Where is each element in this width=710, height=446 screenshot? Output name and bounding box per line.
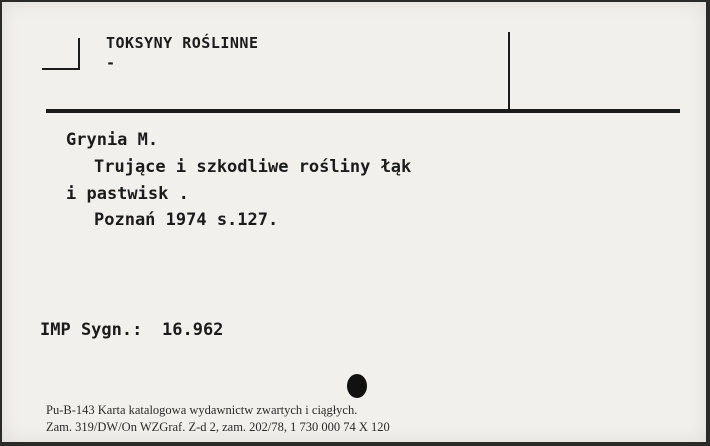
corner-mark-vertical [78, 38, 80, 70]
call-number: 16.962 [162, 320, 224, 340]
catalog-card [2, 2, 706, 442]
call-number-label: IMP Sygn.: [40, 320, 143, 340]
imprint: Poznań 1974 s.127. [94, 210, 279, 230]
subheading-mark: - [106, 54, 116, 72]
footer-line-2: Zam. 319/DW/On WZGraf. Z-d 2, zam. 202/78, 1 730 000 74 X 120 [46, 420, 390, 434]
title-line-1: Trujące i szkodliwe rośliny łąk [94, 157, 412, 177]
header-rule [46, 109, 680, 113]
author: Grynia M. [66, 130, 159, 150]
corner-mark-horizontal [42, 68, 80, 70]
column-divider [508, 32, 510, 110]
footer-line-1: Pu-B-143 Karta katalogowa wydawnictw zwartych i ciągłych. [46, 403, 358, 417]
title-line-2: i pastwisk . [66, 184, 189, 204]
subject-heading: TOKSYNY ROŚLINNE [106, 34, 259, 52]
punch-hole [347, 374, 367, 398]
